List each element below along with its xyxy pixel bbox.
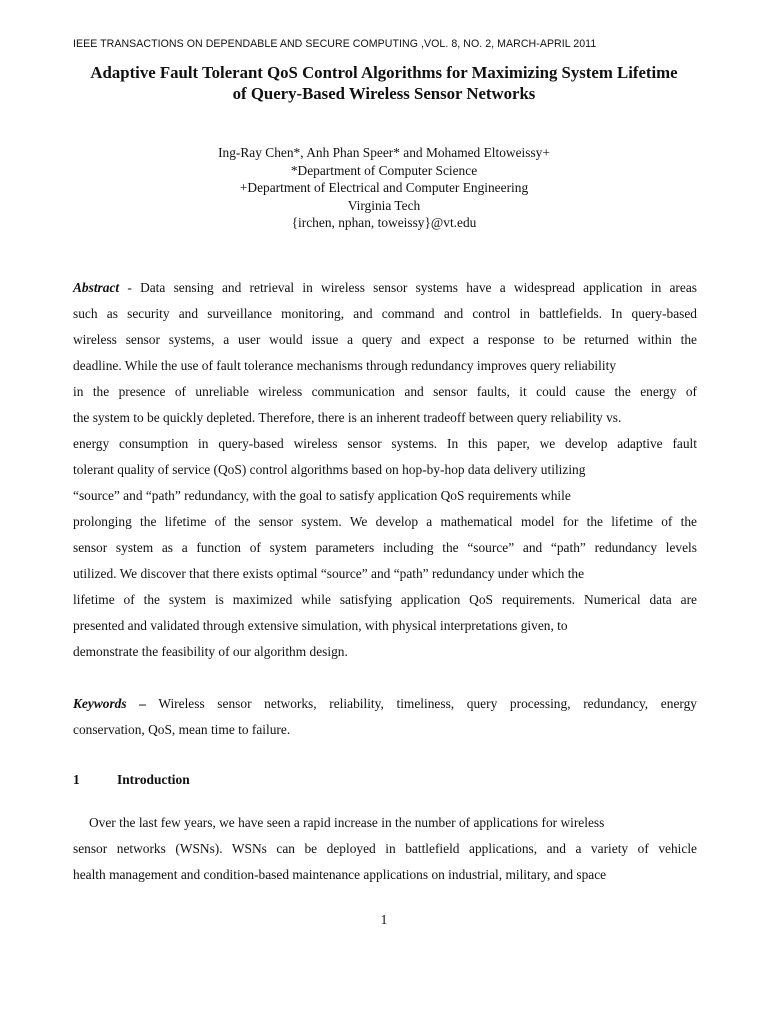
abstract-line: wireless sensor systems, a user would issue a query and expect a response to be returned within the xyxy=(73,332,697,347)
abstract-line: sensor system as a function of system parameters including the “source” and “path” redundancy levels xyxy=(73,540,697,555)
keywords-line: Keywords – Wireless sensor networks, reliability, timeliness, query processing, redundancy, energy xyxy=(73,696,697,711)
affiliation-ece: +Department of Electrical and Computer Engineering xyxy=(239,180,529,195)
abstract-line: deadline. While the use of fault tolerance mechanisms through redundancy improves query reliability xyxy=(73,358,617,373)
author-names: Ing-Ray Chen*, Anh Phan Speer* and Mohamed Eltoweissy+ xyxy=(218,145,550,160)
abstract-line: presented and validated through extensive simulation, with physical interpretations given, to xyxy=(73,618,568,633)
abstract-line: utilized. We discover that there exists optimal “source” and “path” redundancy under which the xyxy=(73,566,585,581)
abstract-line: Abstract - Data sensing and retrieval in wireless sensor systems have a widespread application in areas xyxy=(73,280,697,295)
intro-line: health management and condition-based maintenance applications on industrial, military, and space xyxy=(73,867,607,882)
abstract-line: lifetime of the system is maximized while satisfying application QoS requirements. Numerical data are xyxy=(73,592,697,607)
author-block xyxy=(40,144,728,232)
keywords-label: Keywords – xyxy=(73,696,146,711)
institution: Virginia Tech xyxy=(347,197,421,213)
abstract-label: Abstract xyxy=(73,280,120,295)
introduction-paragraph xyxy=(73,810,697,888)
running-head: IEEE TRANSACTIONS ON DEPENDABLE AND SECURE COMPUTING ,VOL. 8, NO. 2, MARCH-APRIL 2011 xyxy=(73,38,597,50)
abstract-line: energy consumption in query-based wireless sensor systems. In this paper, we develop adaptive fault xyxy=(73,436,697,451)
affiliation-computer-science: *Department of Computer Science xyxy=(290,162,478,178)
paper-title-text: Adaptive Fault Tolerant QoS Control Algorithms for Maximizing System Lifetime of Query-Based Wireless Sensor Networks xyxy=(90,63,678,103)
abstract-line: such as security and surveillance monitoring, and command and control in battlefields. In query-based xyxy=(73,306,697,321)
abstract-line: prolonging the lifetime of the sensor system. We develop a mathematical model for the lifetime of the xyxy=(73,514,697,529)
abstract-line: “source” and “path” redundancy, with the goal to satisfy application QoS requirements while xyxy=(73,488,571,503)
abstract-line: the system to be quickly depleted. Therefore, there is an inherent tradeoff between query reliability vs. xyxy=(73,410,622,425)
keywords-line: conservation, QoS, mean time to failure. xyxy=(73,722,291,737)
abstract-line: in the presence of unreliable wireless communication and sensor faults, it could cause the energy of xyxy=(73,384,697,399)
keywords xyxy=(73,691,697,743)
section-heading xyxy=(73,769,190,791)
abstract-line: tolerant quality of service (QoS) control algorithms based on hop-by-hop data delivery utilizing xyxy=(73,462,586,477)
paper-title xyxy=(40,62,728,104)
author-emails: {irchen, nphan, toweissy}@vt.edu xyxy=(291,215,477,230)
page-number: 1 xyxy=(380,912,388,927)
intro-line: sensor networks (WSNs). WSNs can be deployed in battlefield applications, and a variety of vehicle xyxy=(73,841,697,856)
section-number: 1 xyxy=(73,772,80,787)
intro-line: Over the last few years, we have seen a rapid increase in the number of applications for wireless xyxy=(89,815,605,830)
abstract xyxy=(73,275,697,665)
abstract-line: demonstrate the feasibility of our algorithm design. xyxy=(73,644,348,659)
section-title: Introduction xyxy=(117,772,190,787)
